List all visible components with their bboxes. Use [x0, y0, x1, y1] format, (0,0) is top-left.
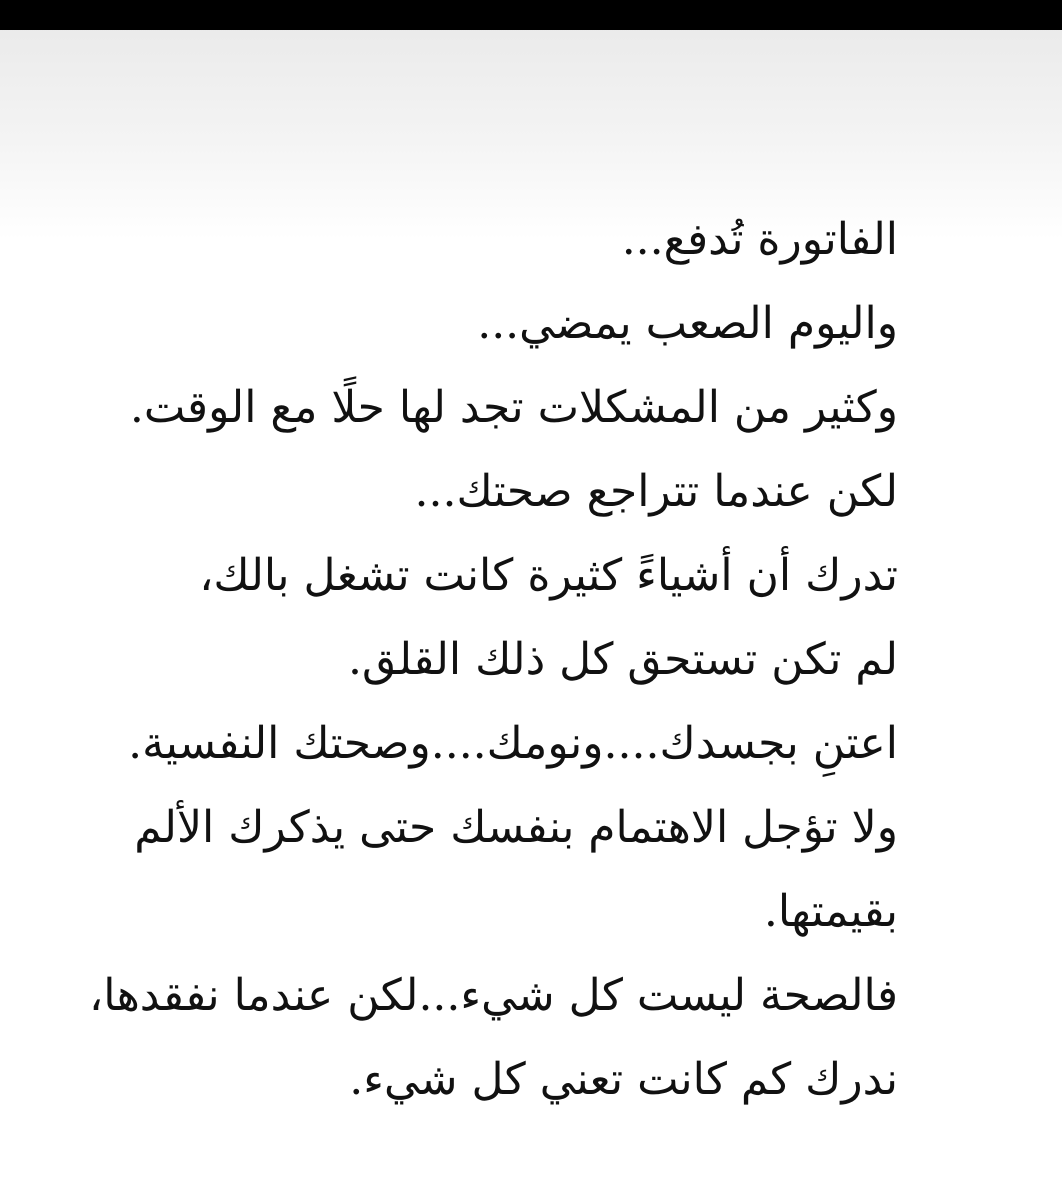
text-line: ندرك كم كانت تعني كل شيء. — [349, 1054, 898, 1105]
text-line: اعتنِ بجسدك....ونومك....وصحتك النفسية. — [128, 718, 898, 769]
text-line: واليوم الصعب يمضي... — [477, 298, 898, 349]
text-line: لكن عندما تتراجع صحتك... — [414, 466, 898, 517]
text-line: بقيمتها. — [763, 886, 898, 937]
text-line: لم تكن تستحق كل ذلك القلق. — [347, 634, 898, 685]
text-line: ولا تؤجل الاهتمام بنفسك حتى يذكرك الألم — [134, 802, 898, 853]
quote-text — [78, 198, 898, 1122]
text-line: الفاتورة تُدفع... — [621, 214, 898, 265]
text-line: وكثير من المشكلات تجد لها حلًا مع الوقت. — [129, 382, 898, 433]
text-line: فالصحة ليست كل شيء...لكن عندما نفقدها، — [89, 970, 898, 1021]
text-line: تدرك أن أشياءً كثيرة كانت تشغل بالك، — [199, 550, 898, 601]
top-status-bar — [0, 0, 1062, 30]
